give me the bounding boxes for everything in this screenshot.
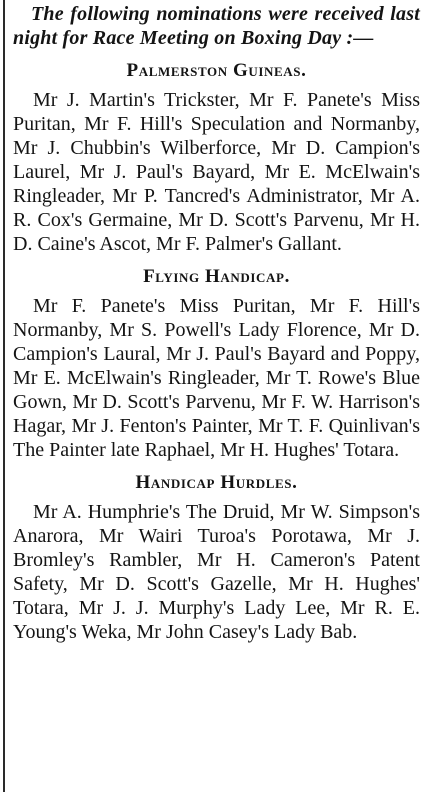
section-entries-flying-handicap: Mr F. Panete's Miss Puritan, Mr F. Hill's Normanby, Mr S. Powell's Lady Florence, Mr D. Campion's Laural, Mr J. Paul's Bayard and Poppy, Mr E. McElwain's Ringleader, Mr T. Rowe's Blue Gown, Mr D. Scott's Parvenu, Mr F. W. Harrison's Hagar, Mr J. Fenton's Painter, Mr T. F. Quinlivan's The Painter late Raphael, Mr H. Hughes' Totara. <box>13 295 420 461</box>
intro-text: The following nominations were received last night for Race Meeting on Boxing Day :— <box>13 3 420 49</box>
section-title-handicap-hurdles: Handicap Hurdles. <box>135 472 298 493</box>
intro-paragraph <box>13 2 420 50</box>
section-title-palmerston-guineas: Palmerston Guineas. <box>126 60 307 81</box>
column-rule <box>3 0 5 792</box>
section-entries-handicap-hurdles: Mr A. Humphrie's The Druid, Mr W. Simpson's Anarora, Mr Wairi Turoa's Porotawa, Mr J. Bromley's Rambler, Mr H. Cameron's Patent Safety, Mr D. Scott's Gazelle, Mr H. Hughes' Totara, Mr J. J. Murphy's Lady Lee, Mr R. E. Young's Weka, Mr John Casey's Lady Bab. <box>13 501 420 643</box>
section-entries-palmerston-guineas: Mr J. Martin's Trickster, Mr F. Panete's Miss Puritan, Mr F. Hill's Speculation and Normanby, Mr J. Chubbin's Wilberforce, Mr D. Campion's Laurel, Mr J. Paul's Bayard, Mr E. McElwain's Ringleader, Mr P. Tancred's Administrator, Mr A. R. Cox's Germaine, Mr D. Scott's Parvenu, Mr H. D. Caine's Ascot, Mr F. Palmer's Gallant. <box>13 89 420 255</box>
section-title-flying-handicap: Flying Handicap. <box>143 266 290 287</box>
